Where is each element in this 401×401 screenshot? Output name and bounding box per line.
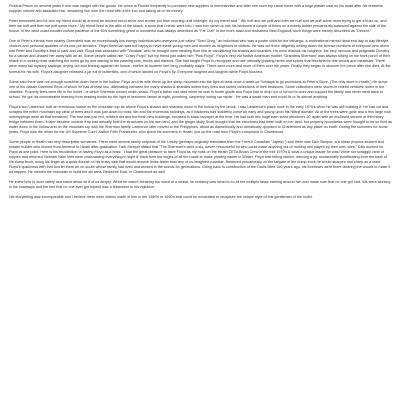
paragraph: Floyd's son Lawrence built an enormous house on the mountain top far above Floyd's shacks and shanties down in the hollow by the brook. I saw Lawrence's place once in the early 1970's when he was still building it. He had cut and scraped the entire mountain top clear of trees and it was just down to rocks, dirt and his enormous buildings, as if baldness had suddenly come on early and young upon his hilltop domain. All of the trees were gone and a few large rock outcroppings were all that remained. The rest was just red, reddish dirt and the fresh new buildings, encased in black tarpaper at the time. He had built two huge barn sized structures 20' apart with an enclosed second or third story bridge between them. It later became unclear if he had actually built the structures on his own land, and the ginger Molly Scott thought that the structures had been built on her land, but property boundaries were thought to be so fluid as water down in the hollow and on the mountain top with the Sherman family. Lawrence later moved to the Philippines, about as diametrically and climatically opposed to Charlemont as any place on earth. During the summers for some years, Floyd was the driver for the US Supreme Court Justice Felix Frankfurter, who spent his summers in Heath, just up the road from Floyd's compound in Charlemont. (9, 104, 392, 134)
paragraph: He knew how to work safely and cared about all 8 of us deeply. While he wasn't breaking too much of a sweat, he certainly was tuned in to all the multiple tasks swirling around him and made sure that no one got hurt. We were working in the roadways and the fact that no one ever got injured was a testament to his vigilance. (9, 180, 391, 190)
paragraph: His storytelling was incomparable and I believe there were videos made of him in the 1980's or 1990's that could be excavated to recapture the unique style of this gentleman of the holler. (9, 195, 313, 200)
paragraph: Some said there was not enough sunshine down there in the hollow. Floyd and his wife drove up the steep mountain into the light at least once a week on Sundays to go provisions at Peter's Store. (The only store in Heath.) He drove one of his classic Diamond Reos of which he had at least two, alternating between the many shacks & shanties where they lived and stored collections of their treasures. Some collections were stored in retired vehicles; some in the shanties. Property lines were iffy in the holler - or which Sherman owned which shack. Floyd's father had died when he was in fourth grade and Floyd had to drop out of school to work and support the family and never went back to school. He got his considerable learning from reading books by the light of kerosene lamps at night, plumbing, carpentry, wiring car repair - He was a smart man and could fix or fix almost anything. (9, 79, 388, 99)
paragraph: Peter recovered and he and my friend would sit around an ancient wood stove and smoke pot from morning until midnight. As my friend said " We huff and we puff and then we huff and we puff some more trying to get a buzz on, and then we huff and then we puff some more." My friend lived in the attic of the shack, a room that I never went into. I saw him climb up into his bedroom a couple of times on a rickety ladder precariously balanced against the side of the house. In the west coast counter culture parlance of the 60's something great or wonderful was always described as "Far Out!" In the more staid and restrained New England, such things were merely described as "Decent." (9, 19, 387, 34)
document-body (9, 4, 392, 206)
paragraph: One of Peter's friends from nearby Greenfield was an exceptionally low energy individual who everyone just called "Tired Greg," an individual who was a poster child for the lethargic, a-motivational mental dead end day to day lifestyle choices and personal qualities of chronic pot smokers. Floyd Sherman was not happy to have these young men and women as neighbors or visitors. He was out there diligently writing down the license numbers of everyone who drove into Peter and Dorothy's field to park and visit; Floyd was obsessed with "Vandals" who he thought were stealing from him or vandalizing his shacks and shanties. He once mistook his neighbor, the very nervous and pragmatic Dorothy for a vandal and chased her away with an ax. Some people called him "Crazy Floyd" but my friend just called him "Pink Floyd". Floyd's very old Native American mother "Grandma Sherman" was always sitting on the front porch of their shack in a rocking chair watching the world go by and waving to the passing cars, trucks and tractors. She had taught Floyd to recognize and use naturally growing herbs and spices that flourished in the woods and meadows. There were many tall mystery saplings, drying out and leaning against her house - twelve to fourteen feet long, probably maple. There were more and more of them over the years. Finally they began to obscure the porch after she died. At the funeral for his wife, Floyd's daughter released a jar full of butterflies, one of which landed on Floyd's fly. Everyone laughed and laughed while Floyd blushed. (9, 39, 391, 74)
paragraph: Some people in Heath had very descriptive surnames. There were several family outposts of the Linkey (perhaps originally translated from the French Canadian "Japeux") and there was Dick Sleeper, a U Mass physics student and master builder who moved from Amherst to Heath after graduation. Dick Sleeper stated that "The Sherman's were a sly, clever, resourceful lot who could make anything out of nothing and played by their own rules." Dick worked for Floyd at one point. Here is his recollection of having Floyd as a boss: "I had the great pleasure to have Floyd as my boss on the Heath CETA Brush Crew in the mid 1970's & what a unique leader he was! While our scraggly crew of hippies and returned Vietnam Nam Vets were chainsawing everything in sight 8' back from the edges of all the roads to make plowing easier in Winter, Floyd was telling stories, dancing a jig, occasionally pontificating from the back of his dump truck, using his finger as a quick flourish of his trusty saw that would remove limbs faster than any of us imagined possible. Balanced precariously on the tailgate of the dump truck he would sharpen and sharp as a razor. Floyd's quickness with that tool let there be no doubt whose family had lived and worked in the woods for generations. Going back to construction of the Davis Mine 150 years ago, his forebears were there clearing the woods to make it all happen. He cleared the mountain to build the ski area, Berkshire East, in Charlemont as well. (9, 140, 391, 175)
paragraph: Federal Prison for several years if one was caught with the goods. He drove to Florida frequently to purchase new supplies of merchandise and after one such trip came home with a huge plaster cast on his head after his erstwhile supplier robbed and assaulted him, smashing him over the head with a tire iron and taking all of his money. (9, 4, 383, 14)
